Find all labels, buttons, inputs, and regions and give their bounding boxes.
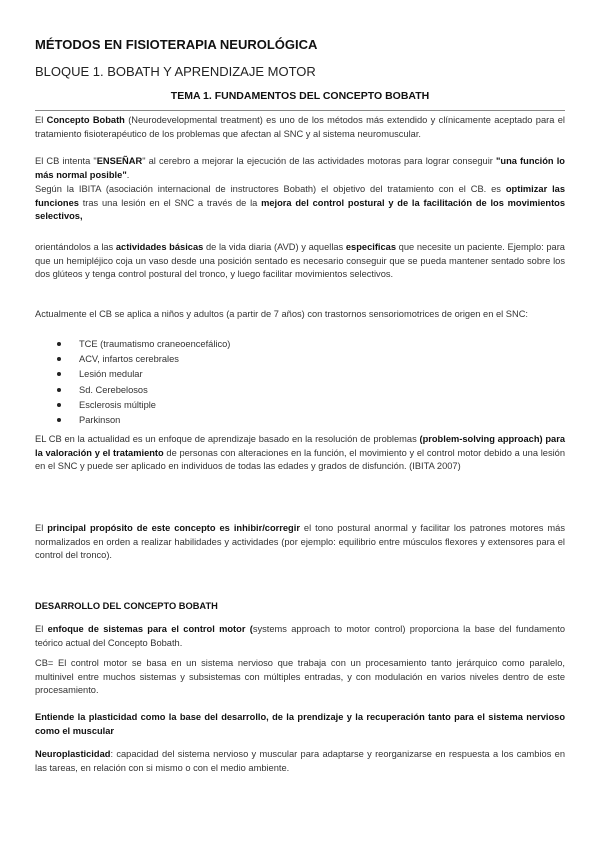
paragraph — [35, 241, 565, 282]
text-run: Según la IBITA (asociación internacional de instructores Bobath) el objetivo del tratamiento con el CB. es — [35, 184, 506, 194]
document-title: MÉTODOS EN FISIOTERAPIA NEUROLÓGICA — [35, 37, 318, 52]
bold-text: enfoque de sistemas para el control motor ( — [47, 624, 253, 634]
list-item — [79, 413, 230, 428]
bullet-icon — [57, 357, 61, 361]
paragraph — [35, 308, 565, 322]
bold-text: mejora del control postural y de la facilitación de los movimientos selectivos, — [35, 197, 566, 222]
text-run: : capacidad del sistema nervioso y muscular para adaptarse y reorganizarse en respuesta a los cambios en las tareas, en relación con si mismo o con el medio ambiente. — [35, 749, 565, 773]
block-heading: BLOQUE 1. BOBATH Y APRENDIZAJE MOTOR — [35, 64, 316, 79]
bold-text: especificas — [345, 242, 397, 252]
condition-list — [35, 337, 230, 428]
bullet-icon — [57, 372, 61, 376]
list-item-text: Sd. Cerebelosos — [79, 384, 148, 395]
bullet-icon — [57, 342, 61, 346]
text-run: Actualmente el CB se aplica a niños y adultos (a partir de 7 años) con trastornos sensoriomotrices de origen en el SNC: — [35, 309, 528, 319]
heading-divider — [35, 110, 565, 111]
topic-heading: TEMA 1. FUNDAMENTOS DEL CONCEPTO BOBATH — [170, 90, 430, 102]
paragraph — [35, 433, 565, 474]
text-run: orientándolos a las — [35, 242, 116, 252]
bullet-icon — [57, 388, 61, 392]
paragraph — [35, 183, 565, 224]
text-run: que necesite un paciente. Ejemplo: para que un hemipléjico coja un vaso desde una posición sentado es necesario conseguir que se pueda mantener sentado sobre los dos glúteos y tenga control postural del tronco, y luego facilitar movimientos selectivos. — [35, 242, 565, 280]
paragraph — [35, 114, 565, 141]
text-run: El CB intenta " — [35, 156, 97, 166]
bullet-icon — [57, 403, 61, 407]
text-run: El — [35, 624, 48, 634]
section-heading: DESARROLLO DEL CONCEPTO BOBATH — [35, 601, 218, 611]
bold-text: "una función lo más normal posible" — [35, 156, 565, 180]
text-run: systems approach to motor control) proporciona la base del fundamento teórico actual del Concepto Bobath. — [35, 624, 565, 648]
bold-text: optimizar las funciones — [35, 184, 565, 208]
paragraph — [35, 623, 565, 650]
paragraph — [35, 657, 565, 698]
text-run: CB= El control motor se basa en un sistema nervioso que trabaja con un procesamiento tanto jerárquico como paralelo, multinivel entre muchos sistemas y subsistemas con múltiples entradas, y con modulación en varios niveles dentro de este procesamiento. — [35, 658, 565, 696]
list-item — [79, 352, 230, 367]
bullet-icon — [57, 418, 61, 422]
text-run: de personas con alteraciones en la función, el movimiento y el control motor debido a una lesión en el SNC y puede ser aplicado en individuos de todas las edades y grados de disfunción. (IBITA 2007) — [35, 447, 565, 472]
bold-text: principal propósito de este concepto es inhibir/corregir — [47, 523, 300, 533]
text-run: . — [126, 169, 130, 180]
text-run: de la vida diaria (AVD) y aquellas — [203, 242, 346, 252]
list-item-text: TCE (traumatismo craneoencefálico) — [79, 339, 231, 349]
bold-text: Entiende la plasticidad como la base del desarrollo, de la prendizaje y la recuperación tanto para el sistema nervioso como el muscular — [35, 712, 565, 736]
list-item-text: Parkinson — [79, 415, 121, 426]
text-run: el tono postural anormal y facilitar los patrones motores más normalizados en orden a realizar habilidades y actividades (por ejemplo: equilibrio entre músculos flexores y extensores para el control del tronco). — [35, 523, 565, 561]
list-item-text: Lesión medular — [79, 369, 143, 380]
bold-text: actividades básicas — [115, 242, 204, 252]
list-item-text: Esclerosis múltiple — [79, 399, 156, 410]
list-item — [79, 383, 230, 398]
list-item — [79, 398, 230, 413]
text-run: (Neurodevelopmental treatment) es uno de los métodos más extendido y clínicamente aceptado para el tratamiento fisioterapéutico de los problemas que afectan al SNC y al sistema neuromuscular. — [35, 115, 566, 139]
bold-text: ENSEÑAR — [96, 156, 143, 166]
text-run: " al cerebro a mejorar la ejecución de las actividades motoras para lograr conseguir — [142, 156, 496, 166]
bold-text: Concepto Bobath — [46, 115, 125, 125]
text-run: El — [35, 523, 48, 533]
bold-text: Neuroplasticidad — [35, 749, 111, 759]
paragraph — [35, 748, 565, 775]
list-item — [79, 367, 230, 382]
paragraph — [35, 155, 565, 182]
paragraph — [35, 522, 565, 563]
text-run: tras una lesión en el SNC a través de la — [78, 197, 262, 208]
list-item — [79, 337, 230, 352]
paragraph — [35, 711, 565, 738]
list-item-text: ACV, infartos cerebrales — [79, 354, 179, 365]
text-run: El — [35, 115, 47, 125]
bold-text: (problem-solving approach) para la valoración y el tratamiento — [35, 434, 565, 458]
text-run: EL CB en la actualidad es un enfoque de aprendizaje basado en la resolución de problemas — [35, 434, 420, 444]
